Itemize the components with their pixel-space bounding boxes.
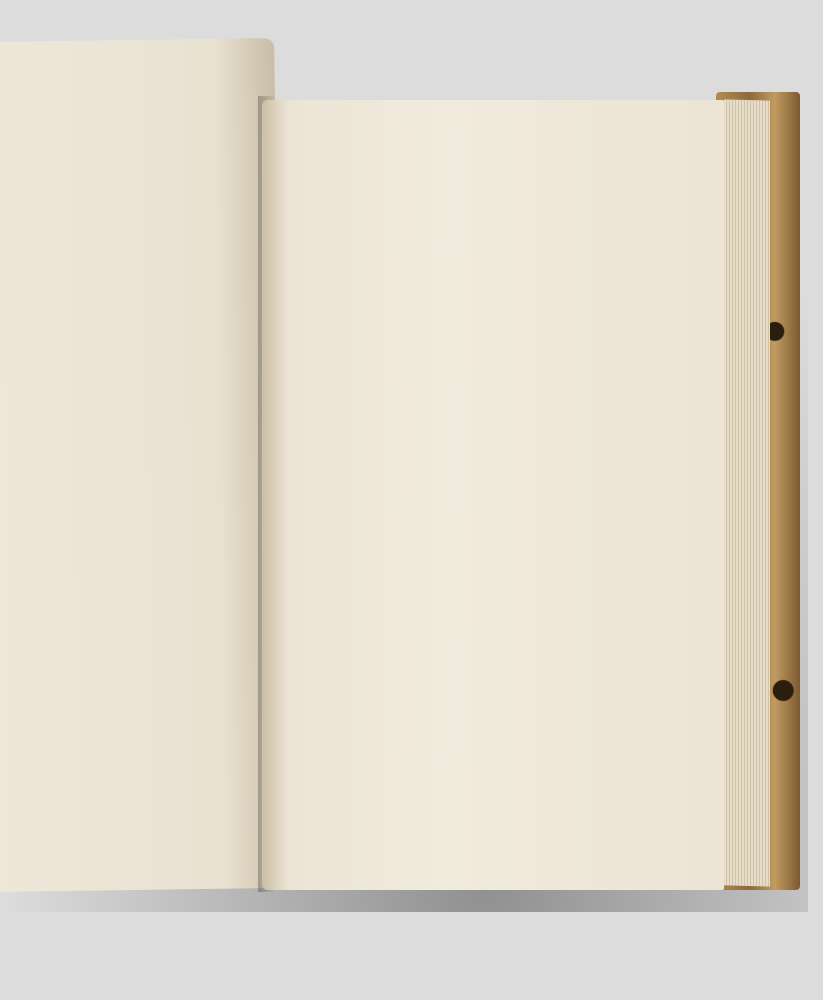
left-text-block-2	[0, 38, 274, 42]
page-edges	[724, 99, 770, 886]
left-text-block-1	[0, 38, 274, 42]
left-page	[0, 38, 286, 892]
right-page	[262, 100, 724, 890]
